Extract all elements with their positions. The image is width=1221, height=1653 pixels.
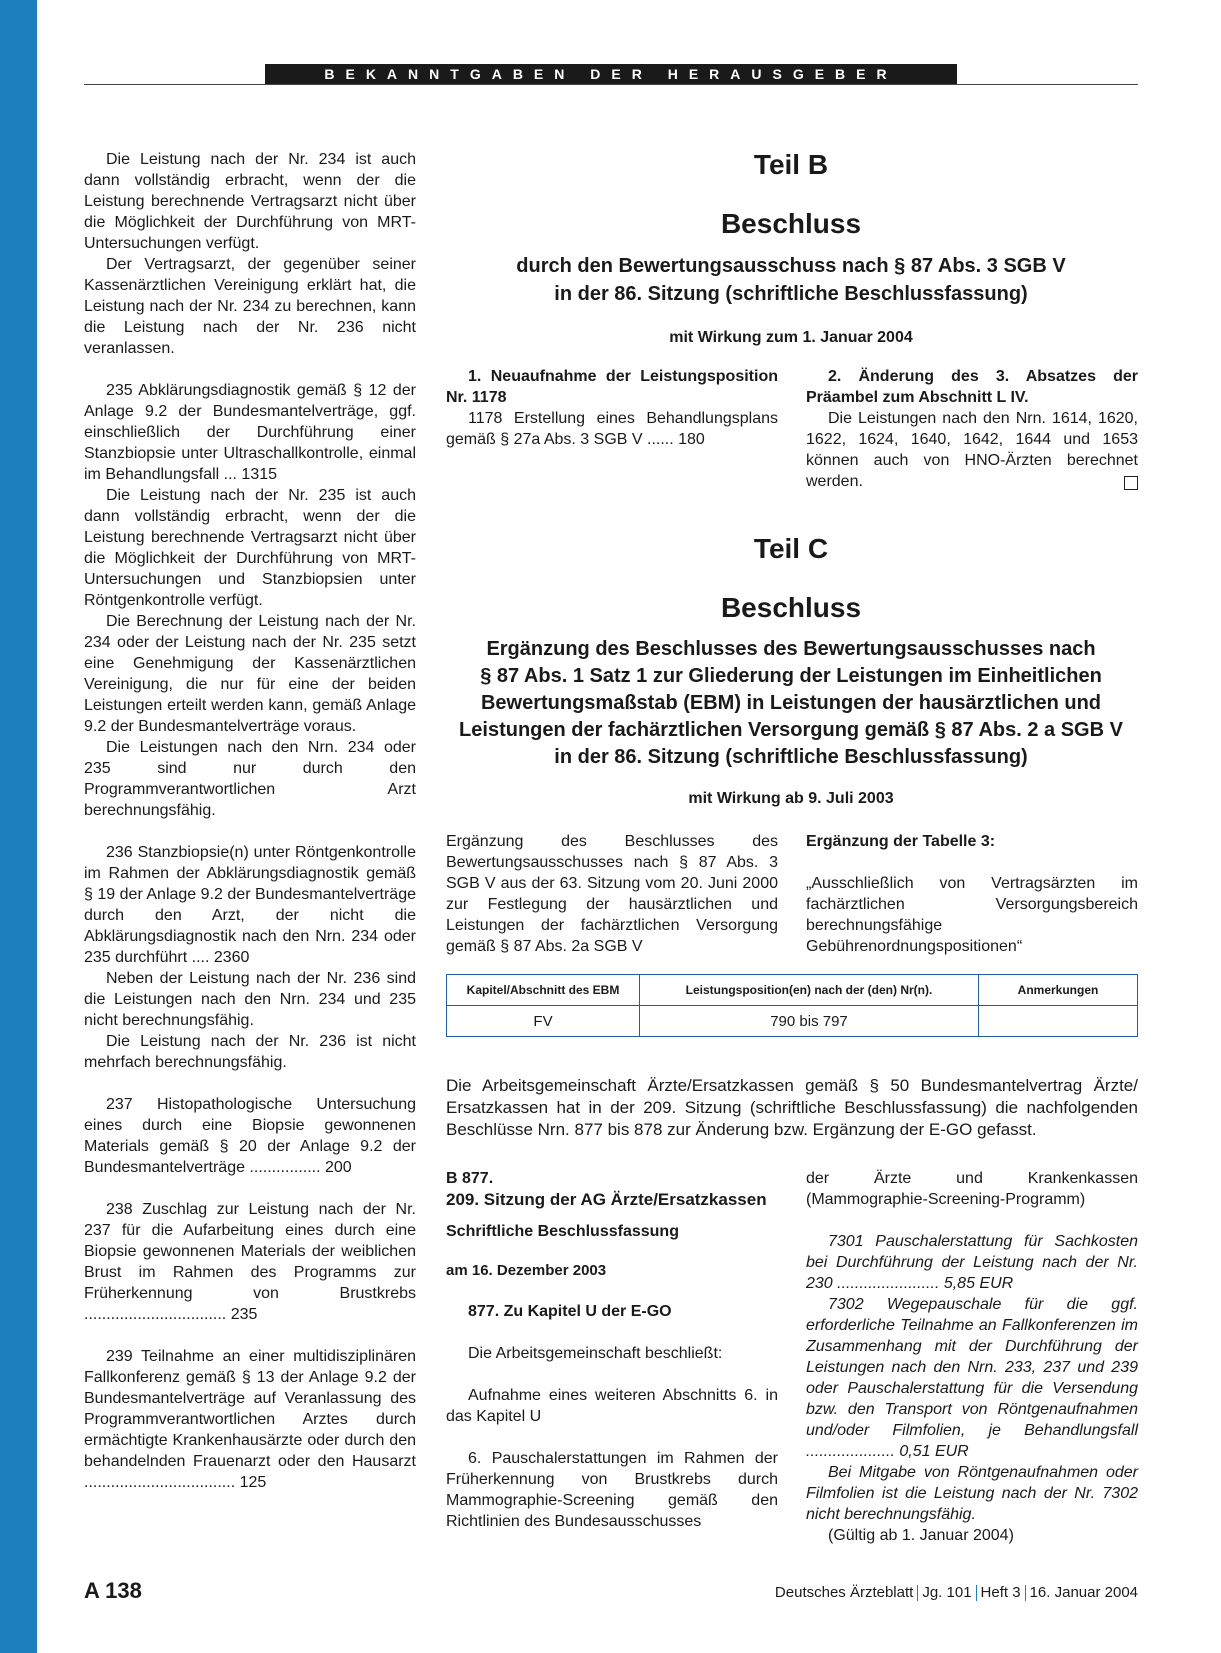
paragraph: 1178 Erstellung eines Behandlungsplans gemäß § 27a Abs. 3 SGB V ...... 180 <box>446 410 778 448</box>
paragraph: (Gültig ab 1. Januar 2004) <box>828 1527 1014 1544</box>
section-heading: 2. Änderung des 3. Absatzes der Präambel zum Abschnitt L IV. <box>806 368 1138 406</box>
left-column <box>84 149 416 1493</box>
paragraph: Die Leistung nach der Nr. 236 ist nicht mehrfach berechnungsfähig. <box>84 1033 416 1071</box>
teil-c-column-1 <box>446 831 778 957</box>
teil-c-title: Teil C <box>753 533 829 564</box>
table-header: Anmerkungen <box>979 975 1138 1006</box>
table-cell: 790 bis 797 <box>640 1006 979 1037</box>
paragraph: Die Berechnung der Leistung nach der Nr. 234 oder der Leistung nach der Nr. 235 setzt eine Genehmigung der Kassenärztlichen Vereinigung, die nur für eine der beiden Leistungen erteilt werden kann, gemäß Anlage 9.2 der Bundesmantelverträge voraus. <box>84 613 416 735</box>
end-mark-icon <box>1124 476 1138 490</box>
b877-column-1 <box>446 1168 778 1532</box>
teil-b-column-2 <box>806 366 1138 492</box>
paragraph: „Ausschließlich von Vertragsärzten im fachärztlichen Versorgungsbereich berechnungsfähige Gebührenordnungspositionen“ <box>806 875 1138 955</box>
teil-c-subtitle-2: § 87 Abs. 1 Satz 1 zur Gliederung der Leistungen im Einheitlichen <box>480 665 1102 687</box>
table-header: Leistungsposition(en) nach der (den) Nr(n). <box>640 975 979 1006</box>
journal-name: Deutsches Ärzteblatt <box>774 1584 914 1601</box>
journal-volume: Jg. 101 <box>922 1584 972 1601</box>
teil-b-title: Teil B <box>753 149 829 180</box>
paragraph: Die Leistung nach der Nr. 234 ist auch dann vollständig erbracht, wenn der die Leistung berechnende Vertragsarzt nicht über die Möglichkeit der Durchführung von MRT-Untersuchungen verfügt. <box>84 151 416 252</box>
section-header-band: BEKANNTGABEN DER HERAUSGEBER <box>265 64 957 84</box>
teil-c-column-2 <box>806 831 1138 957</box>
paragraph: 239 Teilnahme an einer multidisziplinären Fallkonferenz gemäß § 13 der Anlage 9.2 der Bundesmantelverträge auf Veranlassung des Programmverantwortlichen Arztes durch ermächtigte Krankenhausärzte oder durch den behandelnden Frauenarzt oder den Hausarzt .................................. 125 <box>84 1348 416 1491</box>
paragraph: Aufnahme eines weiteren Abschnitts 6. in das Kapitel U <box>446 1387 778 1425</box>
teil-c-subtitle-5: in der 86. Sitzung (schriftliche Beschlussfassung) <box>554 746 1028 768</box>
paragraph: Die Leistungen nach den Nrn. 234 oder 235 sind nur durch den Programmverantwortlichen Arzt berechnungsfähig. <box>84 739 416 819</box>
journal-issue: Heft 3 <box>980 1584 1021 1601</box>
b877-sitzung: 209. Sitzung der AG Ärzte/Ersatzkassen <box>446 1190 767 1209</box>
paragraph: 237 Histopathologische Untersuchung eines durch eine Biopsie gewonnenen Materials gemäß § 20 der Anlage 9.2 der Bundesmantelverträge ................ 200 <box>84 1096 416 1176</box>
header-rule <box>84 84 1138 85</box>
teil-b-subtitle-1: durch den Bewertungsausschuss nach § 87 Abs. 3 SGB V <box>516 255 1066 277</box>
b877-kapitel: 877. Zu Kapitel U der E-GO <box>468 1303 672 1320</box>
teil-c-subtitle-3: Bewertungsmaßstab (EBM) in Leistungen der hausärztlichen und <box>480 692 1102 714</box>
blue-side-bar <box>0 0 37 1653</box>
teil-b-subtitle-2: in der 86. Sitzung (schriftliche Beschlussfassung) <box>554 283 1028 305</box>
table-cell <box>979 1006 1138 1037</box>
ebm-table <box>446 974 1138 1037</box>
table-header-row <box>447 975 1138 1006</box>
b877-title: B 877. <box>446 1170 494 1187</box>
section-heading: Ergänzung der Tabelle 3: <box>806 833 996 850</box>
paragraph: Der Vertragsarzt, der gegenüber seiner Kassenärztlichen Vereinigung erklärt hat, die Leistung nach der Nr. 234 zu berechnen, kann die Leistung nach der Nr. 236 nicht veranlassen. <box>84 256 416 357</box>
paragraph: 7302 Wegepauschale für die ggf. erforderliche Teilnahme an Fallkonferenzen im Zusammenhang mit der Durchführung der Leistungen nach den Nrn. 233, 237 und 239 oder Pauschalerstattung für die Versendung bzw. den Transport von Röntgenaufnahmen und/oder Filmfolien, je Behandlungsfall .................... 0,51 EUR <box>806 1296 1138 1460</box>
lead-paragraph: Die Arbeitsgemeinschaft Ärzte/Ersatzkassen gemäß § 50 Bundesmantelvertrag Ärzte/ Ersatzkassen hat in der 209. Sitzung (schriftliche Beschlussfassung) die nachfolgenden Beschlüsse Nrn. 877 bis 878 zur Änderung bzw. Ergänzung der E-GO gefasst. <box>446 1076 1138 1139</box>
b877-column-2 <box>806 1168 1138 1546</box>
paragraph: 7301 Pauschalerstattung für Sachkosten bei Durchführung der Leistung nach der Nr. 230 ....................... 5,85 EUR <box>806 1233 1138 1292</box>
paragraph: 235 Abklärungsdiagnostik gemäß § 12 der Anlage 9.2 der Bundesmantelverträge, ggf. einschließlich der Durchführung einer Stanzbiopsie unter Ultraschallkontrolle, einmal im Behandlungsfall ... 1315 <box>84 382 416 483</box>
paragraph: Die Leistungen nach den Nrn. 1614, 1620, 1622, 1624, 1640, 1642, 1644 und 1653 können auch von HNO-Ärzten berechnet werden. <box>806 410 1138 490</box>
journal-footer <box>775 1584 1138 1601</box>
journal-date: 16. Januar 2004 <box>1029 1584 1138 1601</box>
paragraph: Die Leistung nach der Nr. 235 ist auch dann vollständig erbracht, wenn der die Leistung berechnende Vertragsarzt nicht über die Möglichkeit der Durchführung von MRT-Untersuchungen und Stanzbiopsien unter Röntgenkontrolle verfügt. <box>84 487 416 609</box>
paragraph: Die Arbeitsgemeinschaft beschließt: <box>468 1345 723 1362</box>
b877-art: Schriftliche Beschlussfassung <box>446 1223 679 1240</box>
b877-date: am 16. Dezember 2003 <box>446 1262 607 1279</box>
table-row <box>447 1006 1138 1037</box>
teil-c-beschluss: Beschluss <box>720 592 862 623</box>
paragraph: 238 Zuschlag zur Leistung nach der Nr. 237 für die Aufarbeitung eines durch eine Biopsie gewonnenen Materials der weiblichen Brust im Rahmen des Programms zur Früherkennung von Brustkrebs ................................ 235 <box>84 1201 416 1323</box>
paragraph: 236 Stanzbiopsie(n) unter Röntgenkontrolle im Rahmen der Abklärungsdiagnostik gemäß § 19 der Anlage 9.2 der Bundesmantelverträge durch den Arzt, der nicht die Abklärungsdiagnostik nach den Nrn. 234 oder 235 durchführt .... 2360 <box>84 844 416 966</box>
section-heading: 1. Neuaufnahme der Leistungsposition Nr. 1178 <box>446 368 778 406</box>
teil-b-beschluss: Beschluss <box>720 208 862 239</box>
teil-b-column-1 <box>446 366 778 450</box>
paragraph: der Ärzte und Krankenkassen (Mammographie-Screening-Programm) <box>806 1170 1138 1208</box>
table-header: Kapitel/Abschnitt des EBM <box>447 975 640 1006</box>
teil-c-subtitle-4: Leistungen der fachärztlichen Versorgung gemäß § 87 Abs. 2 a SGB V <box>459 719 1123 741</box>
table-cell: FV <box>447 1006 640 1037</box>
paragraph: Ergänzung des Beschlusses des Bewertungsausschusses nach § 87 Abs. 3 SGB V aus der 63. Sitzung vom 20. Juni 2000 zur Festlegung der hausärztlichen und Leistungen der fachärztlichen Versorgung gemäß § 87 Abs. 2a SGB V <box>446 833 778 955</box>
teil-c-subtitle-1: Ergänzung des Beschlusses des Bewertungsausschusses nach <box>486 638 1096 660</box>
paragraph: Neben der Leistung nach der Nr. 236 sind die Leistungen nach den Nrn. 234 und 235 nicht berechnungsfähig. <box>84 970 416 1029</box>
paragraph: Bei Mitgabe von Röntgenaufnahmen oder Filmfolien ist die Leistung nach der Nr. 7302 nicht berechnungsfähig. <box>806 1464 1138 1523</box>
page-number: A 138 <box>84 1578 142 1603</box>
paragraph: 6. Pauschalerstattungen im Rahmen der Früherkennung von Brustkrebs durch Mammographie-Screening gemäß den Richtlinien des Bundesausschusses <box>446 1450 778 1530</box>
teil-b-date: mit Wirkung zum 1. Januar 2004 <box>669 329 913 346</box>
teil-c-date: mit Wirkung ab 9. Juli 2003 <box>688 790 894 807</box>
